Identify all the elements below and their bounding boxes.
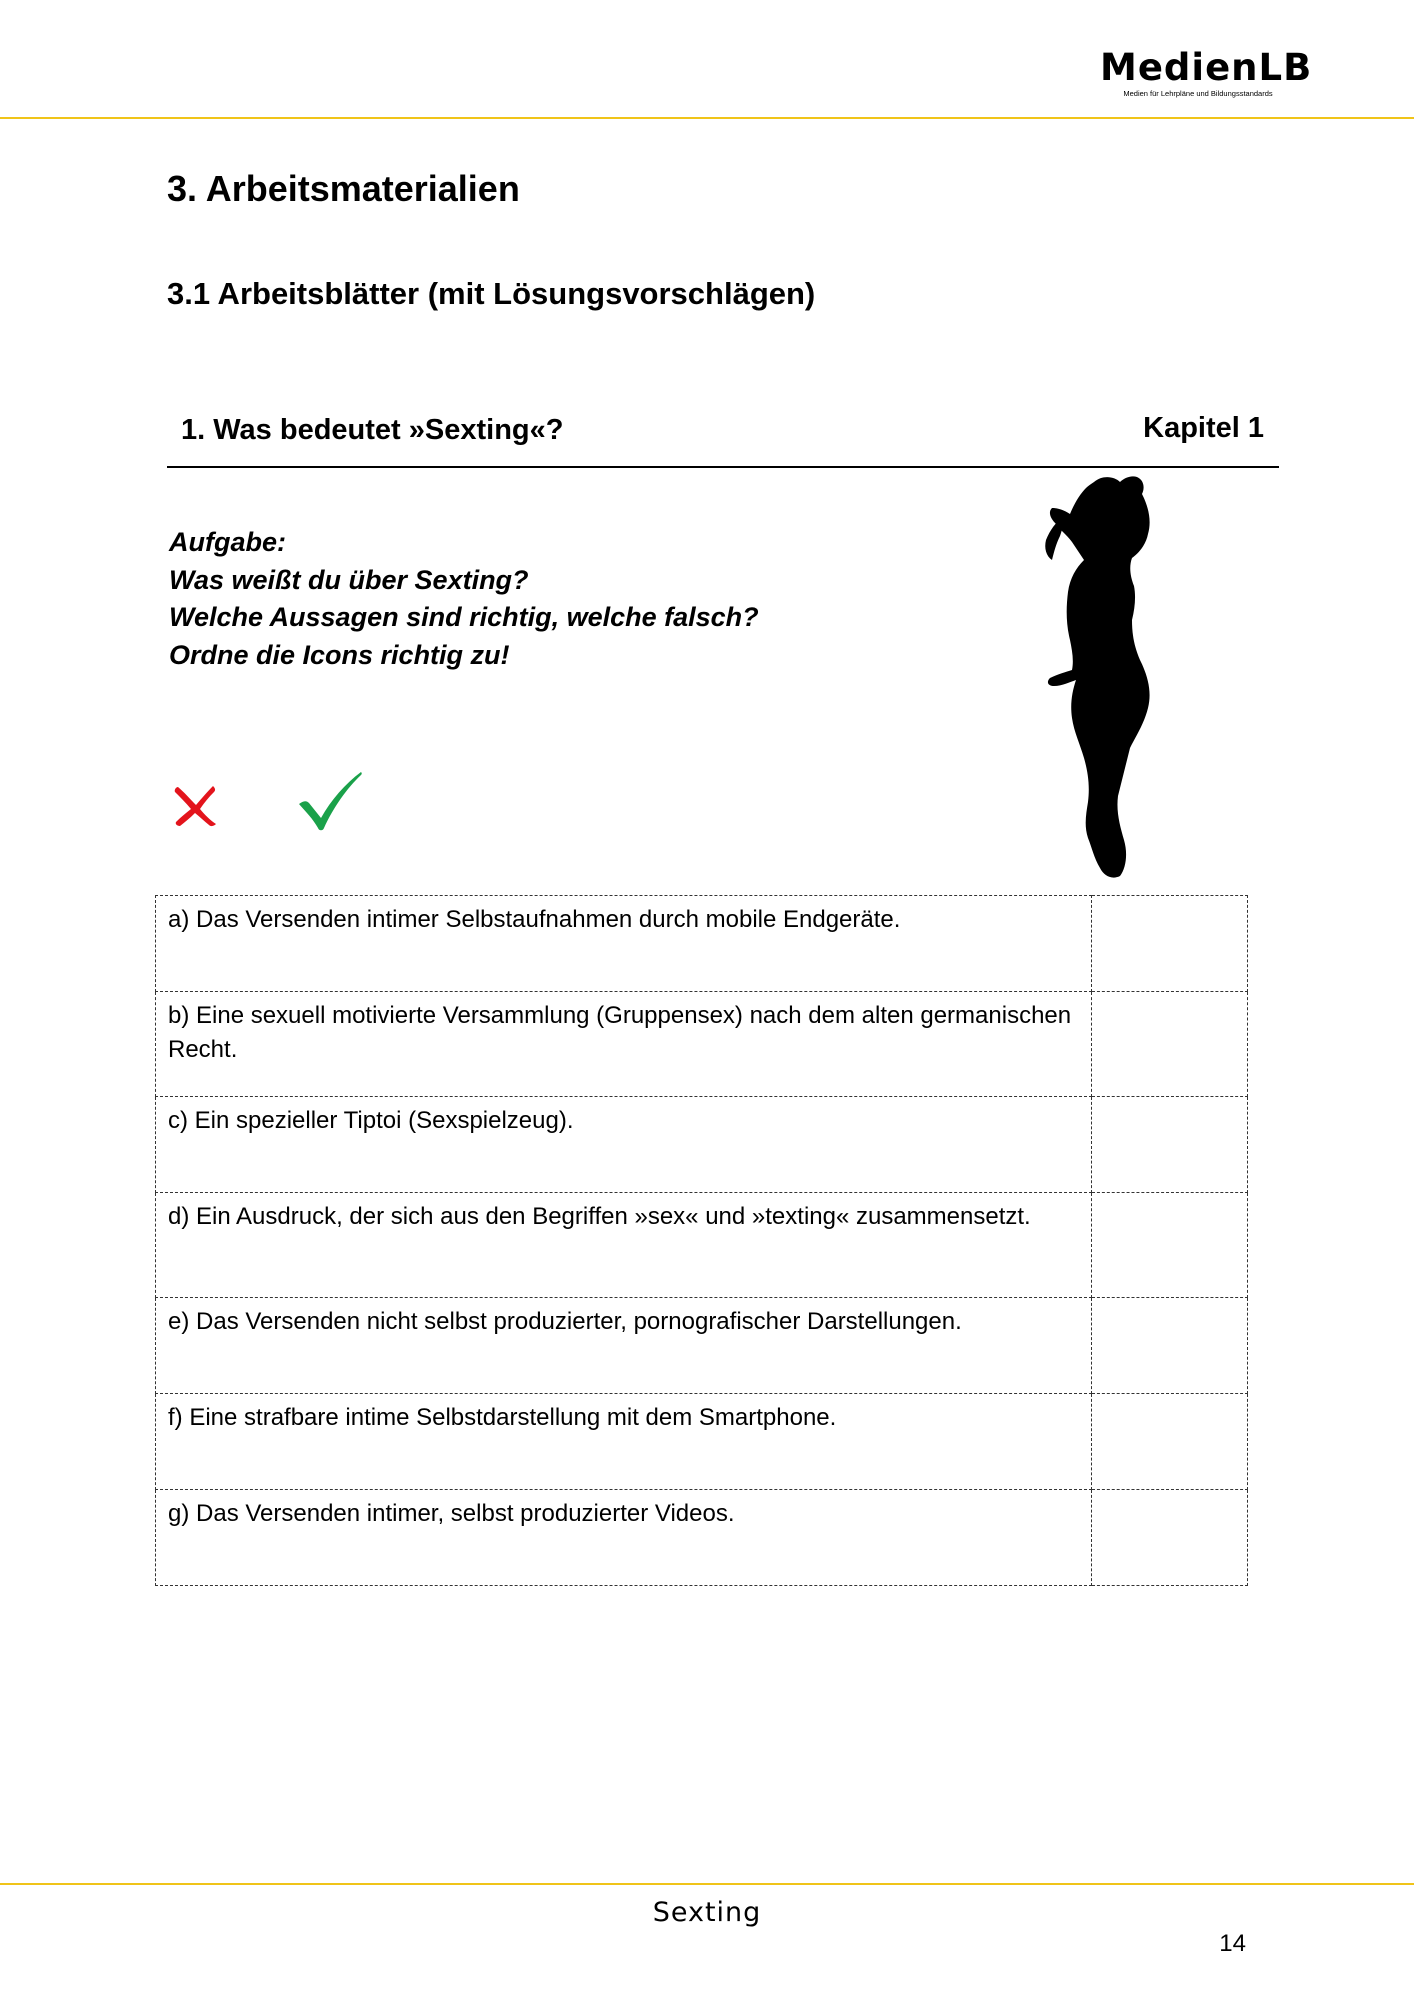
medienlb-logo (1100, 46, 1313, 99)
logo-name: MedienLB (1100, 46, 1313, 89)
header-rule (0, 117, 1414, 119)
statement-text: a) Das Versenden intimer Selbstaufnahmen durch mobile Endgeräte. (156, 896, 1092, 992)
answer-box[interactable] (1092, 1490, 1248, 1586)
green-check-icon[interactable] (297, 770, 363, 832)
table-row (156, 896, 1248, 992)
task-line: Was weißt du über Sexting? (169, 564, 529, 595)
section-title: 3. Arbeitsmaterialien (167, 168, 520, 209)
statement-text: c) Ein spezieller Tiptoi (Sexspielzeug). (156, 1097, 1092, 1193)
task-line: Ordne die Icons richtig zu! (169, 639, 510, 670)
table-row (156, 1097, 1248, 1193)
statement-text: g) Das Versenden intimer, selbst produzierter Videos. (156, 1490, 1092, 1586)
statement-text: e) Das Versenden nicht selbst produzierter, pornografischer Darstellungen. (156, 1298, 1092, 1394)
footer-rule (0, 1883, 1414, 1885)
statements-table (155, 895, 1248, 1586)
answer-box[interactable] (1092, 992, 1248, 1097)
table-row (156, 1298, 1248, 1394)
worksheet-title-rule (167, 466, 1279, 468)
answer-box[interactable] (1092, 1298, 1248, 1394)
logo-subtitle: Medien für Lehrpläne und Bildungsstandards (1123, 89, 1273, 98)
red-x-icon[interactable] (172, 782, 218, 828)
worksheet-title: 1. Was bedeutet »Sexting«? (181, 414, 564, 446)
chapter-label: Kapitel 1 (1143, 412, 1264, 444)
table-row (156, 992, 1248, 1097)
answer-box[interactable] (1092, 1394, 1248, 1490)
woman-silhouette (1036, 474, 1168, 878)
table-row (156, 1490, 1248, 1586)
answer-box[interactable] (1092, 896, 1248, 992)
task-line: Aufgabe: (169, 527, 286, 557)
statement-text: f) Eine strafbare intime Selbstdarstellung mit dem Smartphone. (156, 1394, 1092, 1490)
statement-text: b) Eine sexuell motivierte Versammlung (Gruppensex) nach dem alten germanischen Recht. (156, 992, 1092, 1097)
task-instructions (169, 524, 759, 674)
page-number: 14 (1219, 1930, 1246, 1957)
table-row (156, 1394, 1248, 1490)
answer-box[interactable] (1092, 1193, 1248, 1298)
subsection-title: 3.1 Arbeitsblätter (mit Lösungsvorschlägen) (167, 276, 816, 311)
task-line: Welche Aussagen sind richtig, welche falsch? (169, 602, 759, 632)
statement-text: d) Ein Ausdruck, der sich aus den Begriffen »sex« und »texting« zusammensetzt. (156, 1193, 1092, 1298)
table-row (156, 1193, 1248, 1298)
answer-box[interactable] (1092, 1097, 1248, 1193)
footer-title: Sexting (652, 1897, 762, 1928)
